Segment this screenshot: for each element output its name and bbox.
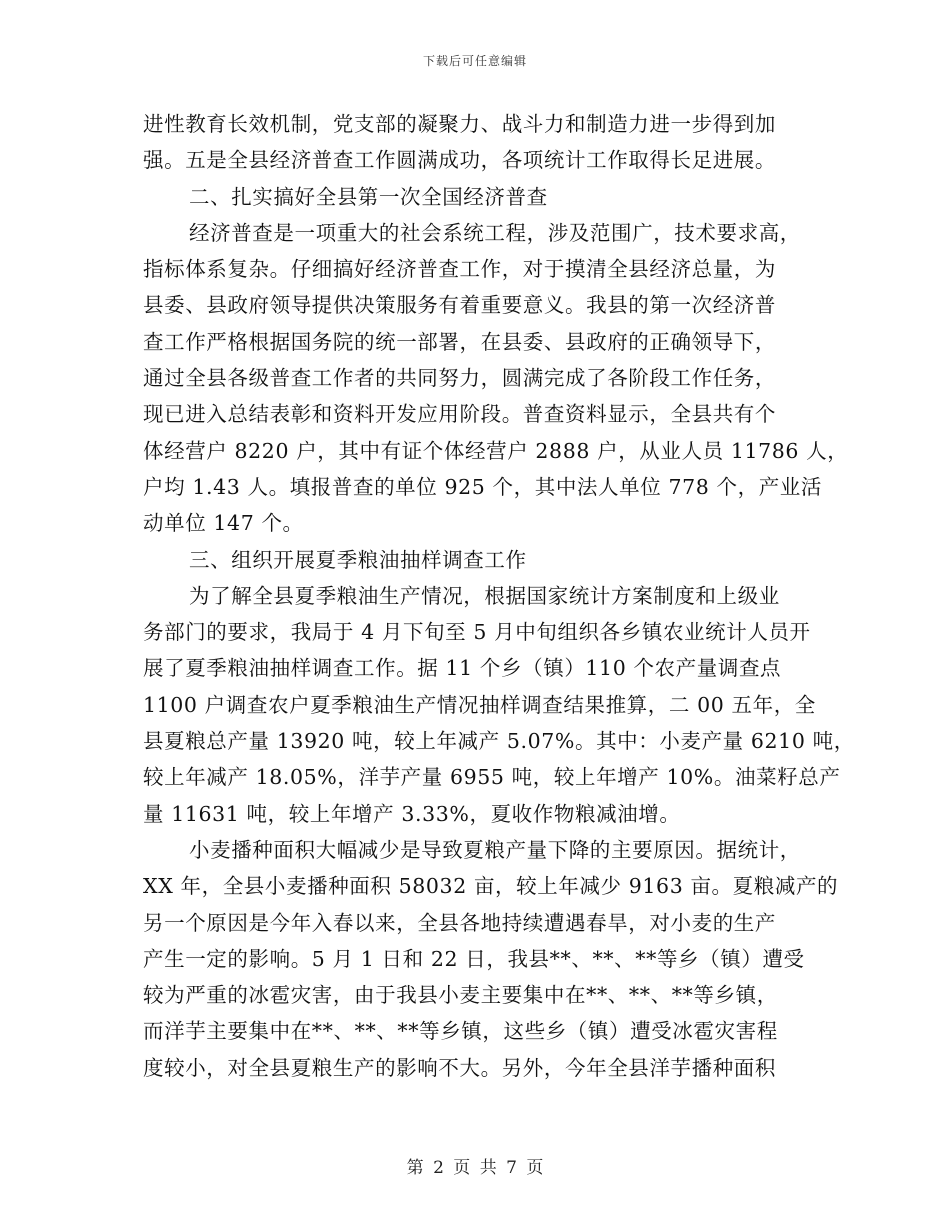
text-line: 县夏粮总产量 13920 吨，较上年减产 5.07%。其中：小麦产量 6210 吨， <box>143 729 855 754</box>
text-line: 现已进入总结表彰和资料开发应用阶段。普查资料显示，全县共有个 <box>143 402 776 427</box>
text-line: 较上年减产 18.05%，洋芋产量 6955 吨，较上年增产 10%。油菜籽总产 <box>143 765 841 790</box>
page-number-footer: 第 2 页 共 7 页 <box>406 1158 544 1178</box>
text-line: 强。五是全县经济普查工作圆满成功，各项统计工作取得长足进展。 <box>143 148 776 173</box>
section-heading: 三、组织开展夏季粮油抽样调查工作 <box>189 547 527 572</box>
paragraph-start-line: 经济普查是一项重大的社会系统工程，涉及范围广，技术要求高， <box>189 220 801 245</box>
text-line: 户均 1.43 人。填报普查的单位 925 个，其中法人单位 778 个，产业活 <box>143 474 822 499</box>
text-line: 县委、县政府领导提供决策服务有着重要意义。我县的第一次经济普 <box>143 293 776 318</box>
text-line: 务部门的要求，我局于 4 月下旬至 5 月中旬组织各乡镇农业统计人员开 <box>143 620 811 645</box>
text-line: 量 11631 吨，较上年增产 3.33%，夏收作物粮减油增。 <box>143 801 681 826</box>
text-line: 体经营户 8220 户，其中有证个体经营户 2888 户，从业人员 11786 人， <box>143 438 849 463</box>
text-line: 另一个原因是今年入春以来，全县各地持续遭遇春旱，对小麦的生产 <box>143 910 776 935</box>
text-line: 展了夏季粮油抽样调查工作。据 11 个乡（镇）110 个农产量调查点 <box>143 656 782 681</box>
paragraph-start-line: 小麦播种面积大幅减少是导致夏粮产量下降的主要原因。据统计， <box>189 837 801 862</box>
text-line: 1100 户调查农户夏季粮油生产情况抽样调查结果推算，二 00 五年，全 <box>143 692 816 717</box>
text-line: 度较小，对全县夏粮生产的影响不大。另外，今年全县洋芋播种面积 <box>143 1055 776 1080</box>
text-line: 指标体系复杂。仔细搞好经济普查工作，对于摸清全县经济总量，为 <box>143 257 776 282</box>
text-line: 通过全县各级普查工作者的共同努力，圆满完成了各阶段工作任务， <box>143 366 776 391</box>
paragraph-start-line: 为了解全县夏季粮油生产情况，根据国家统计方案制度和上级业 <box>189 583 780 608</box>
text-line: XX 年，全县小麦播种面积 58032 亩，较上年减少 9163 亩。夏粮减产的 <box>143 874 839 899</box>
text-line: 较为严重的冰雹灾害，由于我县小麦主要集中在**、**、**等乡镇， <box>143 983 778 1008</box>
page-header-note: 下载后可任意编辑 <box>422 54 527 68</box>
text-line: 动单位 147 个。 <box>143 511 304 536</box>
text-line: 进性教育长效机制，党支部的凝聚力、战斗力和制造力进一步得到加 <box>143 112 776 136</box>
text-line: 产生一定的影响。5 月 1 日和 22 日，我县**、**、**等乡（镇）遭受 <box>143 946 805 971</box>
text-line: 查工作严格根据国务院的统一部署，在县委、县政府的正确领导下， <box>143 329 776 354</box>
document-body <box>143 106 855 1086</box>
text-line: 而洋芋主要集中在**、**、**等乡镇，这些乡（镇）遭受冰雹灾害程 <box>143 1019 778 1044</box>
section-heading: 二、扎实搞好全县第一次全国经济普查 <box>189 184 548 209</box>
